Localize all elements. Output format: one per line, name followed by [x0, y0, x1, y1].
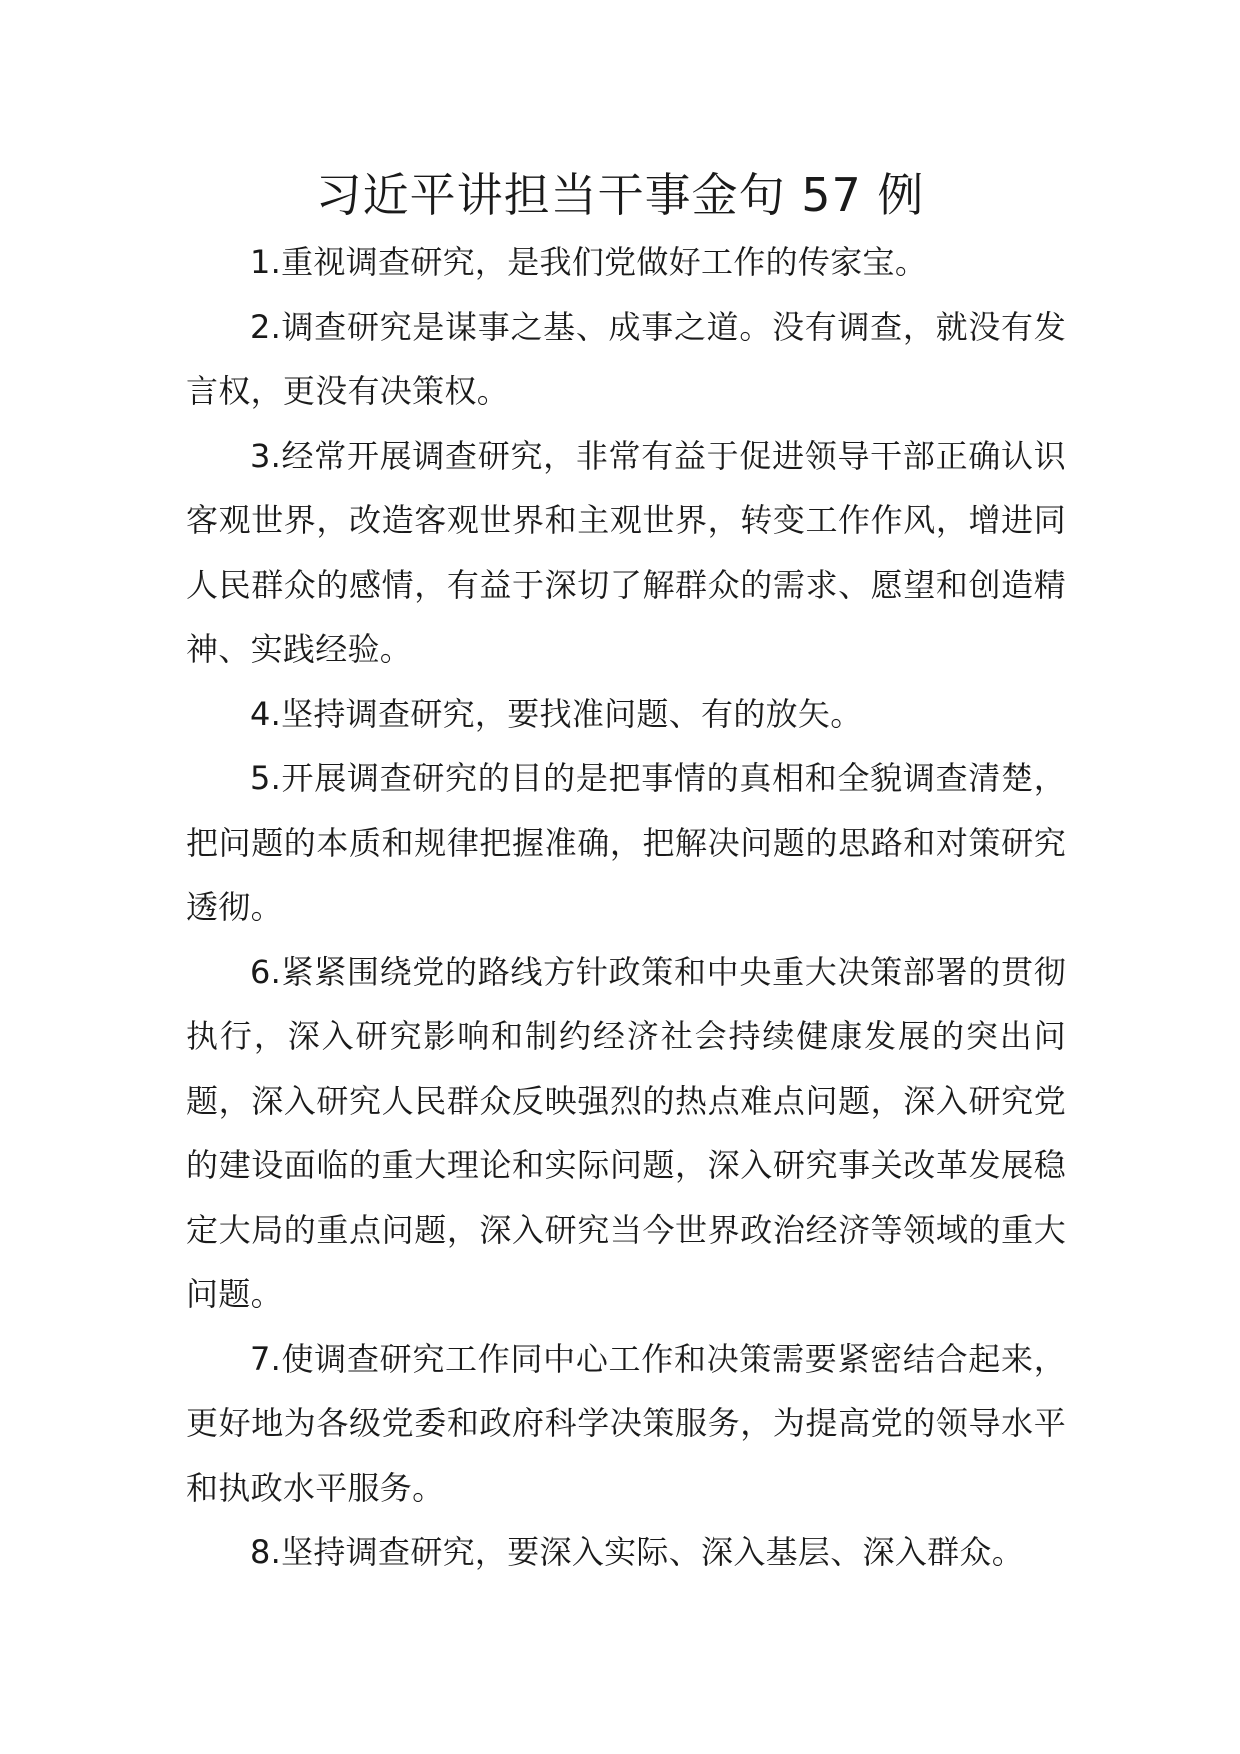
document-title: 习近平讲担当干事金句 57 例	[315, 168, 925, 222]
paragraph-2: 2.调查研究是谋事之基、成事之道。没有调查，就没有发言权，更没有决策权。	[186, 307, 1066, 410]
paragraph-8: 8.坚持调查研究，要深入实际、深入基层、深入群众。	[250, 1533, 1025, 1571]
paragraph-3: 3.经常开展调查研究，非常有益于促进领导干部正确认识客观世界，改造客观世界和主观世界，转变工作作风，增进同人民群众的感情，有益于深切了解群众的需求、愿望和创造精神、实践经验。	[186, 436, 1066, 668]
paragraph-1: 1.重视调查研究，是我们党做好工作的传家宝。	[250, 243, 928, 281]
paragraph-7: 7.使调查研究工作同中心工作和决策需要紧密结合起来，更好地为各级党委和政府科学决策服务，为提高党的领导水平和执政水平服务。	[186, 1339, 1066, 1507]
paragraph-4: 4.坚持调查研究，要找准问题、有的放矢。	[250, 694, 863, 733]
document-body	[186, 230, 1066, 1585]
paragraph-6: 6.紧紧围绕党的路线方针政策和中央重大决策部署的贯彻执行，深入研究影响和制约经济社会持续健康发展的突出问题，深入研究人民群众反映强烈的热点难点问题，深入研究党的建设面临的重大理论和实际问题，深入研究事关改革发展稳定大局的重点问题，深入研究当今世界政治经济等领域的重大问题。	[186, 952, 1066, 1313]
paragraph-5: 5.开展调查研究的目的是把事情的真相和全貌调查清楚，把问题的本质和规律把握准确，把解决问题的思路和对策研究透彻。	[186, 759, 1066, 926]
